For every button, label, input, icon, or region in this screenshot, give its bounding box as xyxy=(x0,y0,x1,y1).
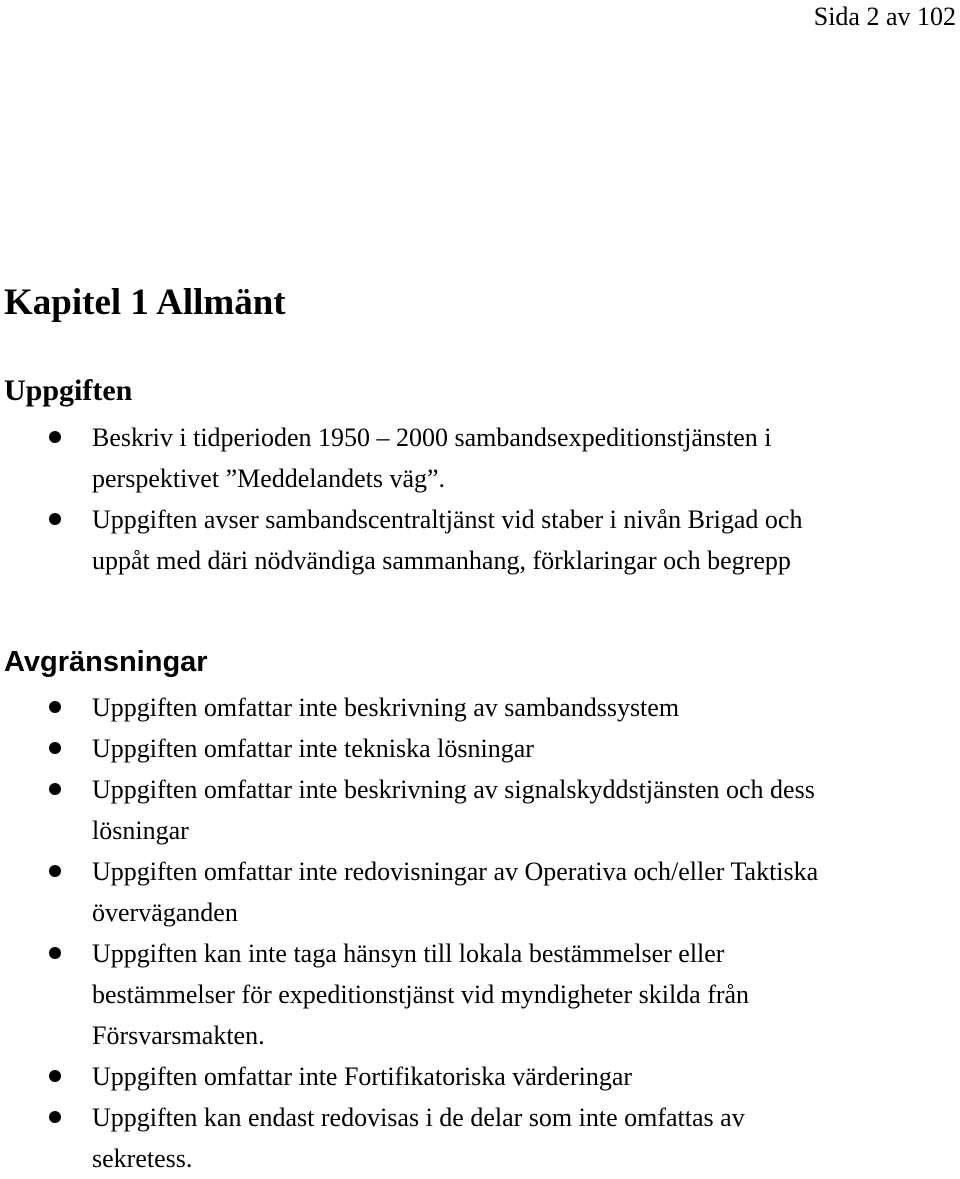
bullet-icon xyxy=(49,1111,61,1123)
bullet-icon xyxy=(49,783,61,795)
bullet-list-uppgiften xyxy=(0,417,950,581)
list-item-text: Beskriv i tidperioden 1950 – 2000 sambandsexpeditionstjänsten i perspektivet ”Meddelandets väg”. xyxy=(92,423,772,493)
bullet-icon xyxy=(49,701,61,713)
list-item xyxy=(0,687,950,728)
list-item-text: Uppgiften omfattar inte redovisningar av Operativa och/eller Taktiska överväganden xyxy=(92,857,819,927)
bullet-icon xyxy=(49,947,61,959)
bullet-icon xyxy=(49,513,61,525)
list-item xyxy=(0,728,950,769)
list-item-text: Uppgiften omfattar inte tekniska lösningar xyxy=(92,734,534,763)
list-item xyxy=(0,417,950,499)
list-item-text: Uppgiften omfattar inte beskrivning av signalskyddstjänsten och dess lösningar xyxy=(92,775,815,845)
list-item xyxy=(0,851,950,933)
list-item-text: Uppgiften avser sambandscentraltjänst vid staber i nivån Brigad och uppåt med däri nödvändiga sammanhang, förklaringar och begrepp xyxy=(92,505,803,575)
chapter-title: Kapitel 1 Allmänt xyxy=(4,282,286,323)
list-item-text: Uppgiften omfattar inte beskrivning av sambandssystem xyxy=(92,693,680,722)
list-item xyxy=(0,1056,950,1097)
bullet-icon xyxy=(49,742,61,754)
list-item xyxy=(0,499,950,581)
list-item xyxy=(0,933,950,1056)
list-item-text: Uppgiften kan inte taga hänsyn till lokala bestämmelser eller bestämmelser för expeditionstjänst vid myndigheter skilda från Försvarsmakten. xyxy=(92,939,750,1050)
bullet-icon xyxy=(49,431,61,443)
list-item xyxy=(0,769,950,851)
bullet-icon xyxy=(49,865,61,877)
page-number: Sida 2 av 102 xyxy=(813,2,956,31)
list-item xyxy=(0,1097,950,1179)
bullet-list-avgransningar xyxy=(0,687,950,1179)
section-title-uppgiften: Uppgiften xyxy=(4,374,133,407)
list-item-text: Uppgiften kan endast redovisas i de delar som inte omfattas av sekretess. xyxy=(92,1103,745,1173)
section-title-avgransningar: Avgränsningar xyxy=(4,646,208,678)
bullet-icon xyxy=(49,1070,61,1082)
list-item-text: Uppgiften omfattar inte Fortifikatoriska värderingar xyxy=(92,1062,633,1091)
